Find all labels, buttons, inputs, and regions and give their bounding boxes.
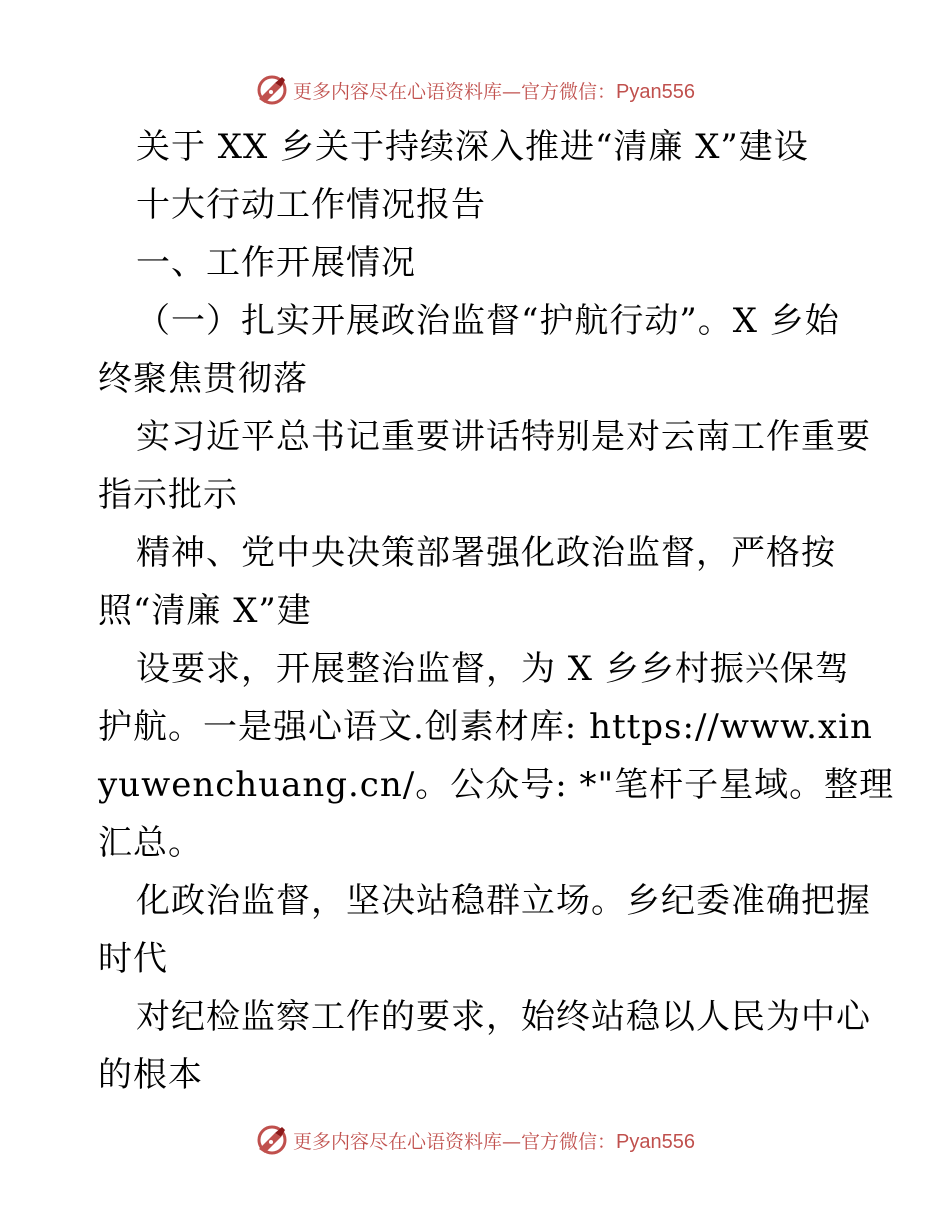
banner-separator: —: [502, 1130, 522, 1153]
document-body: [98, 118, 895, 1104]
pen-nib-logo-icon: [255, 73, 289, 107]
header-watermark-banner: [0, 70, 950, 110]
paragraph-line: 精神、党中央决策部署强化政治监督，严格按: [136, 533, 836, 573]
banner-site-name: 更多内容尽在心语资料库: [293, 80, 503, 103]
paragraph-line: yuwenchuang.cn/。公众号: *"笔杆子星域。整理: [98, 765, 895, 805]
banner-separator: —: [502, 80, 522, 103]
paragraph-line: 汇总。: [98, 823, 203, 863]
document-title-line-1: 关于 XX 乡关于持续深入推进“清廉 X”建设: [136, 127, 809, 167]
paragraph-line: （一）扎实开展政治监督“护航行动”。X 乡始: [136, 301, 840, 341]
paragraph-line: 终聚焦贯彻落: [98, 359, 308, 399]
footer-watermark-text: [293, 1127, 695, 1154]
paragraph-line: 时代: [98, 939, 168, 979]
paragraph-line: 护航。一是强心语文.创素材库: https://www.xin: [98, 707, 873, 747]
header-watermark-text: [293, 77, 695, 104]
pen-nib-logo-icon: [255, 1123, 289, 1157]
paragraph-line: 照“清廉 X”建: [98, 591, 312, 631]
banner-wechat-id: Pyan556: [616, 1130, 695, 1153]
paragraph-line: 指示批示: [98, 475, 238, 515]
footer-watermark-banner: [0, 1120, 950, 1160]
banner-site-name: 更多内容尽在心语资料库: [293, 1130, 503, 1153]
banner-wechat-label: 官方微信：: [521, 80, 617, 103]
paragraph-line: 的根本: [98, 1055, 203, 1095]
banner-wechat-id: Pyan556: [616, 80, 695, 103]
paragraph-line: 设要求，开展整治监督，为 X 乡乡村振兴保驾: [136, 649, 850, 689]
paragraph-line: 对纪检监察工作的要求，始终站稳以人民为中心: [136, 997, 871, 1037]
section-heading: 一、工作开展情况: [136, 243, 416, 283]
paragraph-line: 实习近平总书记重要讲话特别是对云南工作重要: [136, 417, 871, 457]
paragraph-line: 化政治监督，坚决站稳群立场。乡纪委准确把握: [136, 881, 871, 921]
banner-wechat-label: 官方微信：: [521, 1130, 617, 1153]
document-title-line-2: 十大行动工作情况报告: [136, 185, 486, 225]
